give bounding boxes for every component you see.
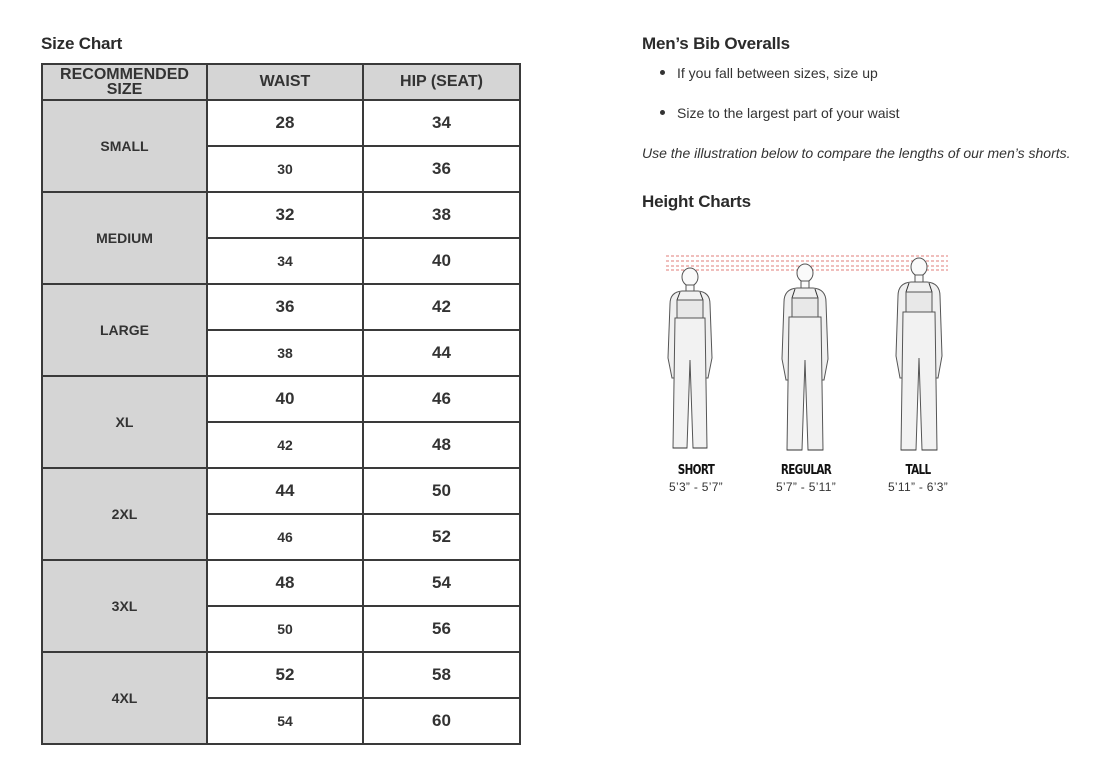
header-hip: HIP (SEAT) — [363, 64, 520, 100]
size-label-cell: 2XL — [42, 468, 207, 560]
hip-cell: 52 — [363, 514, 520, 560]
height-charts-title: Height Charts — [642, 192, 751, 211]
waist-cell: 30 — [207, 146, 363, 192]
figure-regular-icon — [782, 264, 828, 450]
waist-cell: 36 — [207, 284, 363, 330]
waist-cell: 32 — [207, 192, 363, 238]
table-row — [42, 192, 520, 238]
size-label-cell: 3XL — [42, 560, 207, 652]
table-row — [42, 284, 520, 330]
figure-label-tall — [868, 463, 968, 494]
figure-name: REGULAR — [780, 463, 832, 478]
waist-cell: 48 — [207, 560, 363, 606]
hip-cell: 48 — [363, 422, 520, 468]
overalls-note: Use the illustration below to compare the lengths of our men’s shorts. — [642, 145, 1071, 161]
waist-cell: 28 — [207, 100, 363, 146]
waist-cell: 34 — [207, 238, 363, 284]
header-waist: WAIST — [207, 64, 363, 100]
waist-cell: 42 — [207, 422, 363, 468]
height-chart-drawing — [662, 250, 962, 460]
hip-cell: 34 — [363, 100, 520, 146]
figure-name: SHORT — [677, 463, 715, 478]
waist-cell: 50 — [207, 606, 363, 652]
hip-cell: 46 — [363, 376, 520, 422]
overalls-title: Men’s Bib Overalls — [642, 34, 790, 53]
size-chart-table — [41, 63, 521, 745]
header-recommended-line1: RECOMMENDED — [60, 66, 189, 83]
hip-cell: 44 — [363, 330, 520, 376]
hip-cell: 54 — [363, 560, 520, 606]
header-recommended-size — [42, 64, 207, 100]
figure-range: 5’3” - 5’7” — [669, 480, 723, 494]
figure-label-short — [646, 463, 746, 494]
waist-cell: 44 — [207, 468, 363, 514]
hip-cell: 38 — [363, 192, 520, 238]
waist-cell: 40 — [207, 376, 363, 422]
bullet-dot-icon — [660, 110, 665, 115]
height-chart-illustration — [662, 250, 962, 510]
size-label-cell: SMALL — [42, 100, 207, 192]
size-chart-title: Size Chart — [41, 34, 123, 53]
bullet-text: If you fall between sizes, size up — [677, 65, 878, 81]
hip-cell: 36 — [363, 146, 520, 192]
waist-cell: 38 — [207, 330, 363, 376]
hip-cell: 56 — [363, 606, 520, 652]
hip-cell: 40 — [363, 238, 520, 284]
table-row — [42, 376, 520, 422]
figure-short-icon — [668, 268, 712, 448]
figure-tall-icon — [896, 258, 942, 450]
figure-label-regular — [756, 463, 856, 494]
bullet-dot-icon — [660, 70, 665, 75]
bullet-item — [660, 105, 900, 121]
bullet-text: Size to the largest part of your waist — [677, 105, 900, 121]
figure-range: 5’11” - 6’3” — [887, 480, 949, 494]
waist-cell: 52 — [207, 652, 363, 698]
hip-cell: 58 — [363, 652, 520, 698]
table-row — [42, 100, 520, 146]
table-row — [42, 652, 520, 698]
waist-cell: 54 — [207, 698, 363, 744]
table-row — [42, 560, 520, 606]
size-label-cell: 4XL — [42, 652, 207, 744]
bullet-item — [660, 65, 878, 81]
table-row — [42, 468, 520, 514]
waist-cell: 46 — [207, 514, 363, 560]
header-recommended-line2: SIZE — [106, 81, 143, 98]
hip-cell: 42 — [363, 284, 520, 330]
figure-range: 5’7” - 5’11” — [775, 480, 837, 494]
size-label-cell: LARGE — [42, 284, 207, 376]
figure-name: TALL — [905, 463, 931, 478]
hip-cell: 50 — [363, 468, 520, 514]
table-header-row — [42, 64, 520, 100]
hip-cell: 60 — [363, 698, 520, 744]
size-label-cell: XL — [42, 376, 207, 468]
size-label-cell: MEDIUM — [42, 192, 207, 284]
